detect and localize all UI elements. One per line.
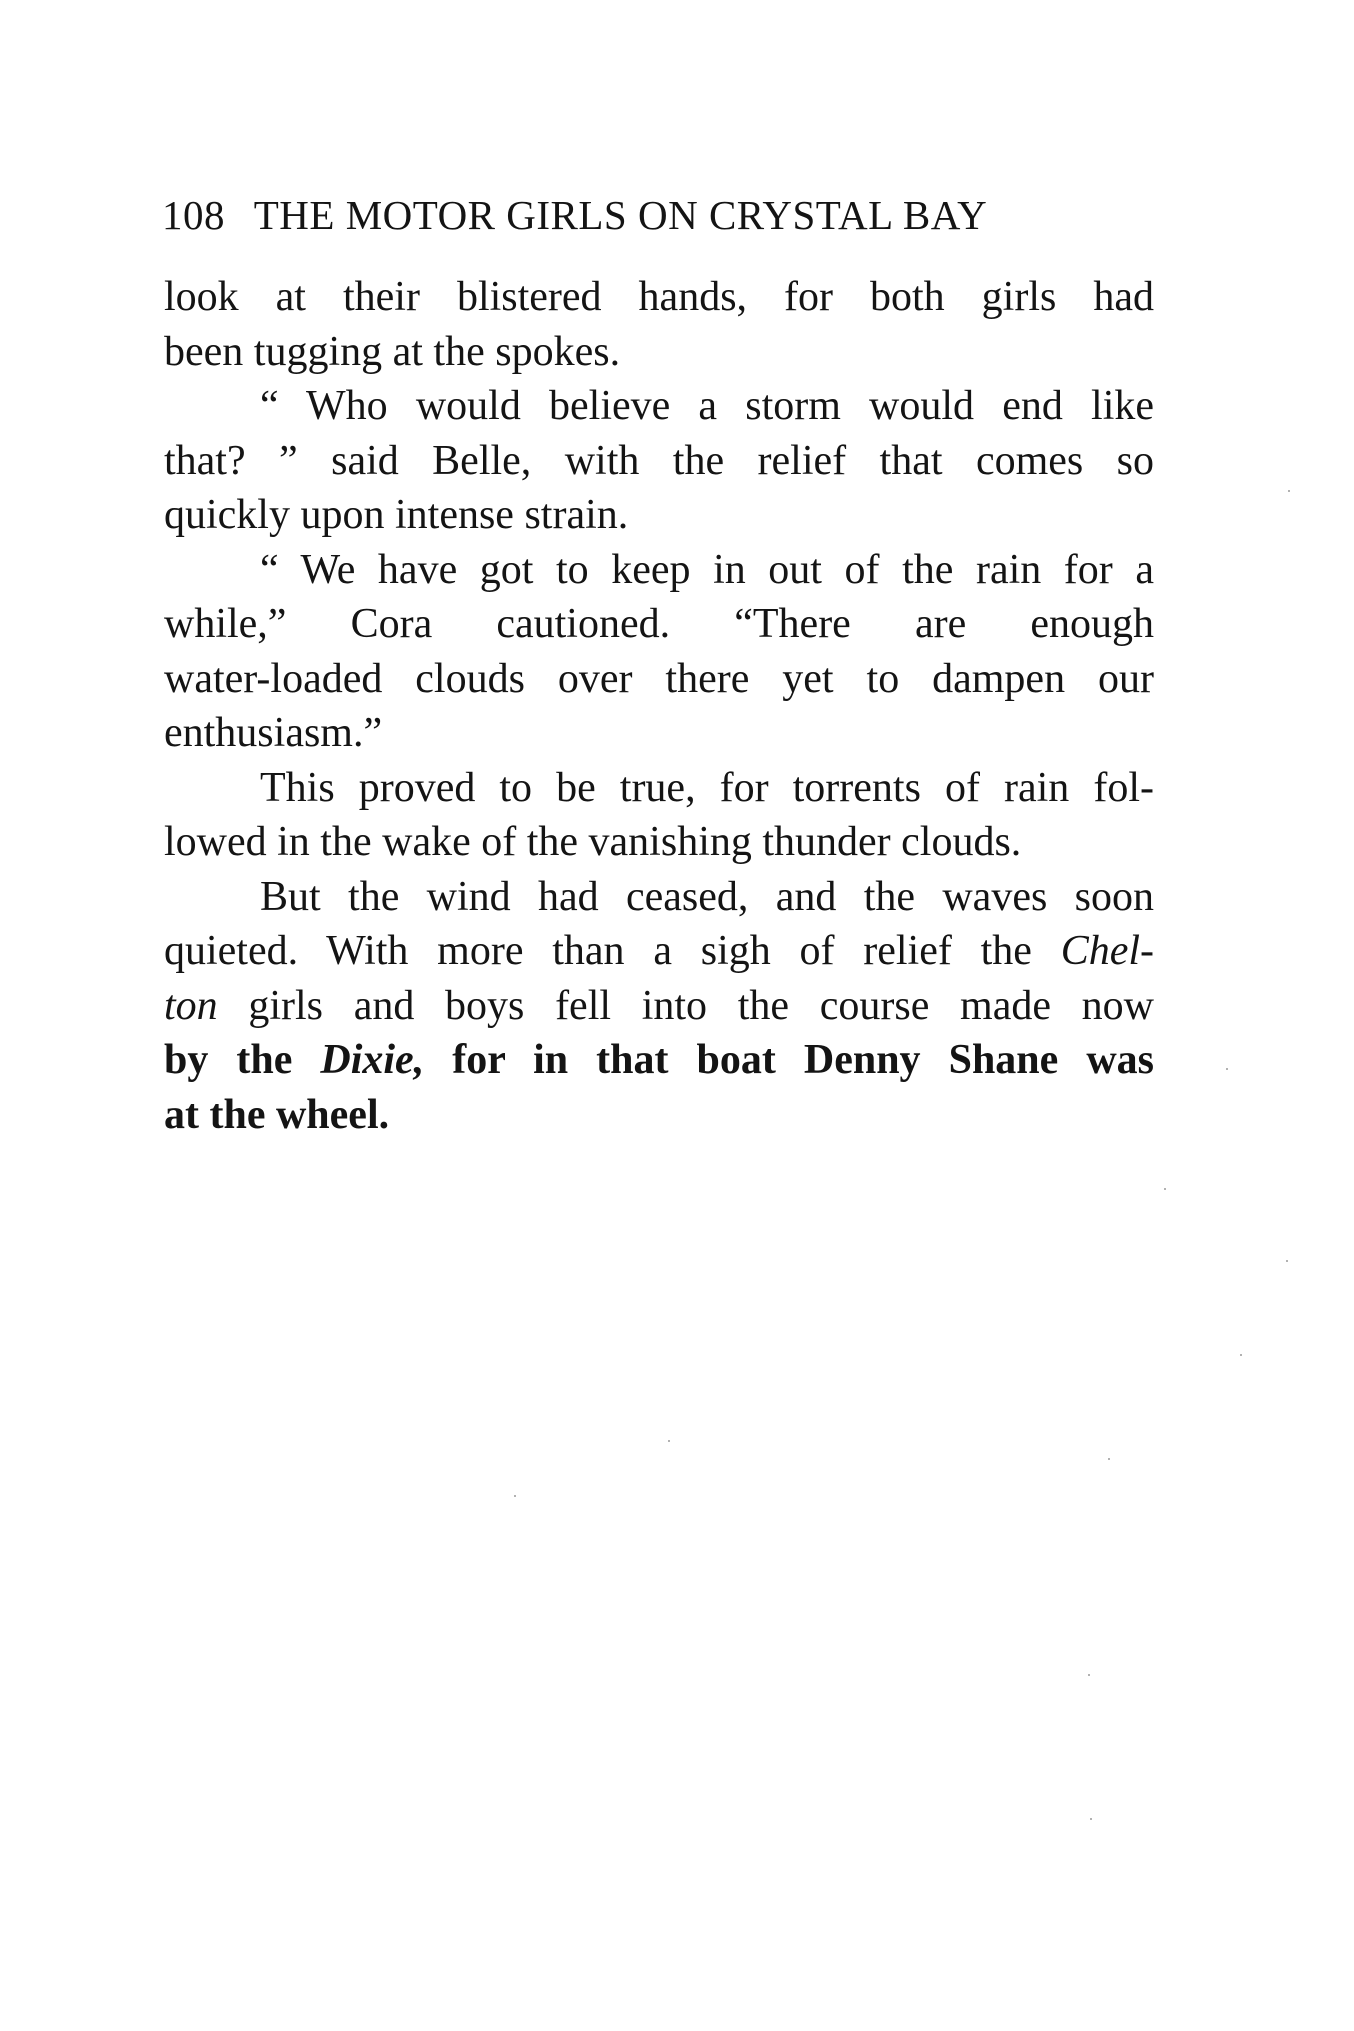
italic-segment: ton: [164, 982, 218, 1029]
paragraph-5: [164, 870, 1154, 1143]
text-line: at the wheel.: [164, 1091, 390, 1138]
text-line: [164, 979, 1154, 1034]
paper-speck: [1090, 1818, 1092, 1820]
text-line: while,” Cora cautioned. “There are enough: [164, 601, 1154, 647]
paragraph-1: [164, 270, 1154, 379]
paper-speck: [514, 1495, 516, 1497]
running-title: THE MOTOR GIRLS ON CRYSTAL BAY: [253, 192, 988, 238]
text-line: lowed in the wake of the vanishing thunder clouds.: [164, 819, 1022, 865]
text-line: that? ” said Belle, with the relief that comes so: [164, 437, 1154, 484]
text-line: “ Who would believe a storm would end like: [260, 383, 1154, 429]
text-line: This proved to be true, for torrents of rain fol-: [260, 764, 1154, 811]
text-line: quickly upon intense strain.: [164, 492, 629, 538]
italic-segment: Dixie,: [320, 1037, 425, 1083]
text-line: [164, 870, 1154, 925]
paper-speck: [1286, 1260, 1288, 1262]
text-line: “ We have got to keep in out of the rain for a: [260, 546, 1154, 593]
text-segment: quieted. With more than a sigh of relief the: [164, 928, 1061, 974]
paper-speck: [1108, 1458, 1110, 1460]
text-line: [164, 924, 1154, 979]
text-segment: by the: [164, 1037, 321, 1083]
text-segment: for in that boat Denny Shane was: [424, 1037, 1154, 1083]
text-line: enthusiasm.”: [164, 710, 383, 756]
text-line: water-loaded clouds over there yet to dampen our: [164, 655, 1154, 702]
paragraph-4: [164, 761, 1154, 870]
paragraph-3: [164, 543, 1154, 761]
text-line: look at their blistered hands, for both girls had: [164, 274, 1154, 320]
italic-segment: Chel-: [1060, 928, 1154, 974]
paper-speck: [1164, 1188, 1166, 1190]
paragraph-2: [164, 379, 1154, 543]
body-text: [164, 270, 1154, 1142]
paper-speck: [668, 1440, 670, 1442]
text-segment: But the wind had ceased, and the waves soon: [260, 873, 1154, 920]
paper-speck: [1226, 1068, 1228, 1070]
page-number: 108: [162, 192, 225, 238]
page-header: [162, 190, 1162, 240]
text-line: [164, 1033, 1154, 1088]
text-line: been tugging at the spokes.: [164, 328, 621, 375]
paper-speck: [1288, 490, 1290, 492]
paper-speck: [1240, 1354, 1242, 1356]
text-segment: girls and boys fell into the course made now: [217, 982, 1154, 1029]
paper-speck: [1088, 1674, 1090, 1676]
